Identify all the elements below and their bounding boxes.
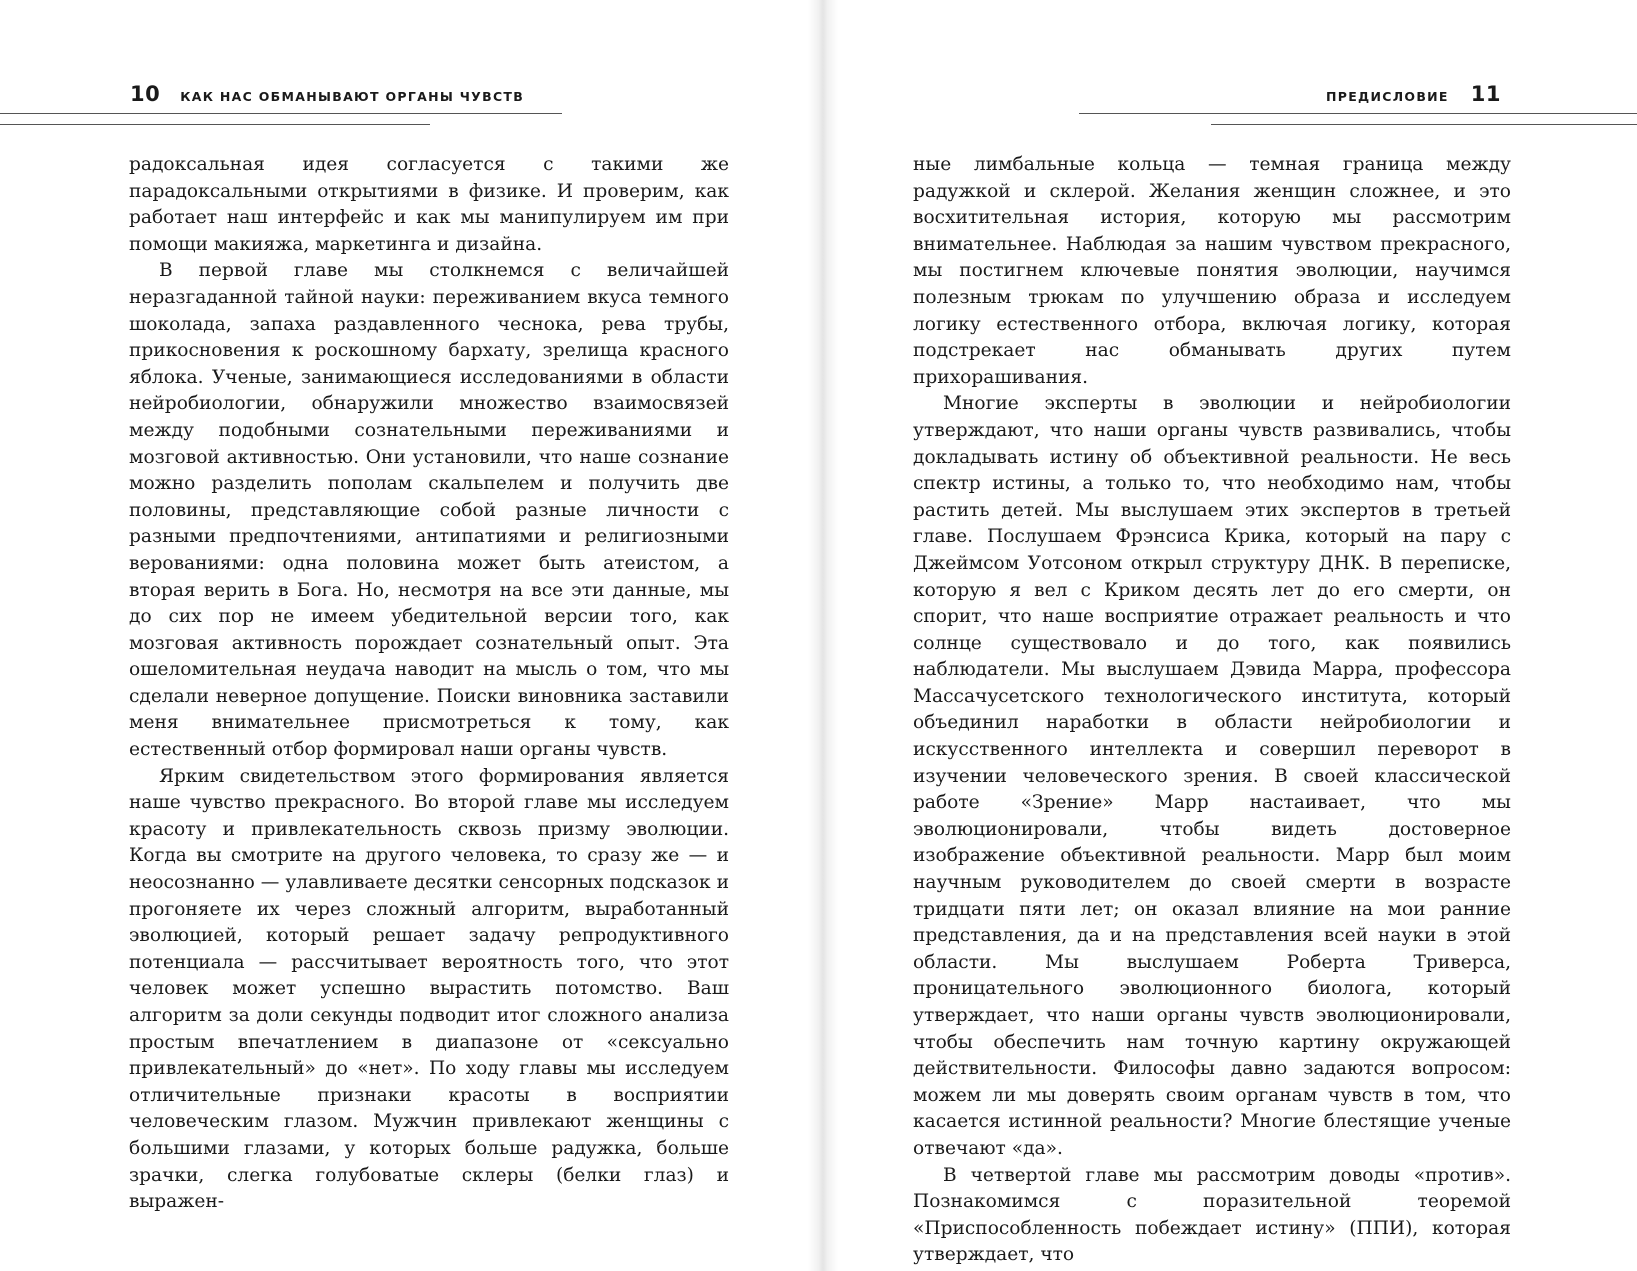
- header-rule: [0, 124, 430, 125]
- right-page-header: [1326, 82, 1501, 106]
- paragraph: В первой главе мы столкнемся с величайшей неразгаданной тайной науки: переживанием вкуса темного шоколада, запаха раздавленного чеснока, рева трубы, прикосновения к роскошному бархату, зрелища красного яблока. Ученые, занимающиеся исследованиями в области нейробиологии, обнаружили множество взаимосвязей между подобными сознательными переживаниями и мозговой активностью. Они установили, что наше сознание можно разделить пополам скальпелем и получить две половины, представляющие собой разные личности с разными предпочтениями, антипатиями и религиозными верованиями: одна половина может быть атеистом, а вторая верить в Бога. Но, несмотря на все эти данные, мы до сих пор не имеем убедительной версии того, как мозговая активность порождает сознательный опыт. Эта ошеломительная неудача наводит на мысль о том, что мы сделали неверное допущение. Поиски виновника заставили меня внимательнее присмотреться к тому, как естественный отбор формировал наши органы чувств.: [129, 260, 729, 761]
- body-text: [129, 152, 729, 1216]
- paragraph: В четвертой главе мы рассмотрим доводы «против». Познакомимся с поразительной теоремой «Приспособленность побеждает истину» (ППИ), которая утверждает, что: [913, 1164, 1511, 1266]
- header-rule: [1079, 113, 1637, 114]
- header-rule: [0, 113, 562, 114]
- page-number: 10: [130, 82, 161, 106]
- left-page: [0, 0, 808, 1271]
- running-head: КАК НАС ОБМАНЫВАЮТ ОРГАНЫ ЧУВСТВ: [180, 89, 525, 104]
- body-text: [913, 152, 1511, 1269]
- paragraph: радоксальная идея согласуется с такими же парадоксальными открытиями в физике. И проверим, как работает наш интерфейс и как мы манипулируем им при помощи макияжа, маркетинга и дизайна.: [129, 154, 729, 255]
- left-page-header: [130, 82, 524, 106]
- book-gutter: [808, 0, 838, 1271]
- running-head: ПРЕДИСЛОВИЕ: [1326, 89, 1449, 104]
- paragraph: Ярким свидетельством этого формирования является наше чувство прекрасного. Во второй главе мы исследуем красоту и привлекательность сквозь призму эволюции. Когда вы смотрите на другого человека, то сразу же — и неосознанно — улавливаете десятки сенсорных подсказок и прогоняете их через сложный алгоритм, выработанный эволюцией, который решает задачу репродуктивного потенциала — рассчитывает вероятность того, что этот человек может успешно вырастить потомство. Ваш алгоритм за доли секунды подводит итог сложного анализа простым впечатлением в диапазоне от «сексуально привлекательный» до «нет». По ходу главы мы исследуем отличительные признаки красоты в восприятии человеческим глазом. Мужчин привлекают женщины с большими глазами, у которых больше радужка, больше зрачки, слегка голубоватые склеры (белки глаз) и выражен-: [129, 765, 729, 1213]
- paragraph: ные лимбальные кольца — темная граница между радужкой и склерой. Желания женщин сложнее, и это восхитительная история, которую мы рассмотрим внимательнее. Наблюдая за нашим чувством прекрасного, мы постигнем ключевые понятия эволюции, научимся полезным трюкам по улучшению образа и исследуем логику естественного отбора, включая логику, которая подстрекает нас обманывать других путем прихорашивания.: [913, 154, 1511, 388]
- right-page: [838, 0, 1637, 1271]
- paragraph: Многие эксперты в эволюции и нейробиологии утверждают, что наши органы чувств развивались, чтобы докладывать истину об объективной реальности. Не весь спектр истины, а только то, что необходимо нам, чтобы растить детей. Мы выслушаем этих экспертов в третьей главе. Послушаем Фрэнсиса Крика, который на пару с Джеймсом Уотсоном открыл структуру ДНК. В переписке, которую я вел с Криком десять лет до его смерти, он спорит, что наше восприятие отражает реальность и что солнце существовало и до того, как появились наблюдатели. Мы выслушаем Дэвида Марра, профессора Массачусетского технологического института, который объединил наработки в области нейробиологии и искусственного интеллекта и совершил переворот в изучении человеческого зрения. В своей классической работе «Зрение» Марр настаивает, что мы эволюционировали, чтобы видеть достоверное изображение объективной реальности. Марр был моим научным руководителем до своей смерти в возрасте тридцати пяти лет; он оказал влияние на мои ранние представления, да и на представления всей науки в этой области. Мы выслушаем Роберта Триверса, проницательного эволюционного биолога, который утверждает, что наши органы чувств эволюционировали, чтобы обеспечить нам точную картину окружающей действительности. Философы давно задаются вопросом: можем ли мы доверять своим органам чувств в том, что касается истинной реальности? Многие блестящие ученые отвечают «да».: [913, 393, 1511, 1159]
- page-number: 11: [1470, 82, 1501, 106]
- header-rule: [1211, 124, 1637, 125]
